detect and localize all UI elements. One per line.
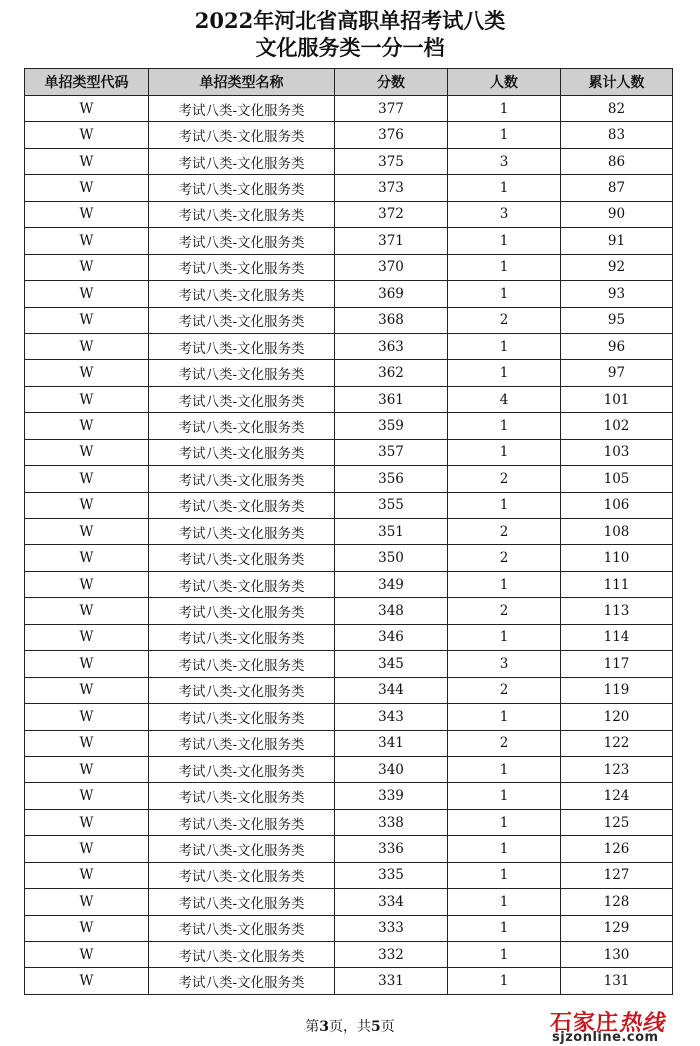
- cell-score: 357: [335, 439, 448, 465]
- cell-cumulative: 105: [561, 466, 673, 492]
- cell-count: 1: [448, 968, 561, 994]
- cell-score: 375: [335, 148, 448, 174]
- cell-cumulative: 111: [561, 571, 673, 597]
- cell-cumulative: 125: [561, 809, 673, 835]
- site-watermark-logo: [550, 1006, 695, 1044]
- table-row: [25, 492, 673, 518]
- cell-name: 考试八类-文化服务类: [149, 307, 335, 333]
- cell-count: 1: [448, 281, 561, 307]
- table-row: [25, 545, 673, 571]
- cell-code: W: [25, 413, 149, 439]
- cell-name: 考试八类-文化服务类: [149, 783, 335, 809]
- cell-count: 2: [448, 466, 561, 492]
- cell-score: 348: [335, 598, 448, 624]
- table-row: [25, 413, 673, 439]
- cell-code: W: [25, 175, 149, 201]
- cell-name: 考试八类-文化服务类: [149, 942, 335, 968]
- cell-name: 考试八类-文化服务类: [149, 862, 335, 888]
- cell-code: W: [25, 836, 149, 862]
- table-row: [25, 915, 673, 941]
- watermark-site: sjzonline.com: [552, 1030, 659, 1045]
- cell-score: 377: [335, 96, 448, 122]
- cell-count: 4: [448, 386, 561, 412]
- cell-code: W: [25, 254, 149, 280]
- cell-count: 1: [448, 96, 561, 122]
- table-header-row: [25, 69, 673, 96]
- cell-code: W: [25, 783, 149, 809]
- cell-name: 考试八类-文化服务类: [149, 492, 335, 518]
- cell-name: 考试八类-文化服务类: [149, 466, 335, 492]
- cell-count: 1: [448, 862, 561, 888]
- table-row: [25, 942, 673, 968]
- cell-code: W: [25, 386, 149, 412]
- cell-cumulative: 102: [561, 413, 673, 439]
- table-row: [25, 598, 673, 624]
- cell-score: 362: [335, 360, 448, 386]
- cell-name: 考试八类-文化服务类: [149, 545, 335, 571]
- table-row: [25, 651, 673, 677]
- cell-count: 1: [448, 228, 561, 254]
- cell-count: 1: [448, 915, 561, 941]
- cell-cumulative: 83: [561, 122, 673, 148]
- cell-name: 考试八类-文化服务类: [149, 624, 335, 650]
- cell-count: 1: [448, 360, 561, 386]
- cell-count: 1: [448, 783, 561, 809]
- cell-cumulative: 123: [561, 756, 673, 782]
- cell-code: W: [25, 756, 149, 782]
- cell-count: 3: [448, 201, 561, 227]
- table-row: [25, 730, 673, 756]
- table-row: [25, 175, 673, 201]
- cell-cumulative: 86: [561, 148, 673, 174]
- cell-name: 考试八类-文化服务类: [149, 915, 335, 941]
- cell-code: W: [25, 492, 149, 518]
- cell-code: W: [25, 439, 149, 465]
- cell-count: 1: [448, 624, 561, 650]
- cell-cumulative: 101: [561, 386, 673, 412]
- cell-code: W: [25, 571, 149, 597]
- cell-cumulative: 128: [561, 889, 673, 915]
- cell-cumulative: 93: [561, 281, 673, 307]
- col-header-count: 人数: [448, 69, 561, 96]
- cell-name: 考试八类-文化服务类: [149, 730, 335, 756]
- cell-score: 345: [335, 651, 448, 677]
- cell-score: 331: [335, 968, 448, 994]
- cell-cumulative: 126: [561, 836, 673, 862]
- cell-code: W: [25, 148, 149, 174]
- footer-suffix: 页: [380, 1019, 395, 1035]
- cell-code: W: [25, 122, 149, 148]
- cell-cumulative: 95: [561, 307, 673, 333]
- cell-score: 335: [335, 862, 448, 888]
- cell-score: 351: [335, 519, 448, 545]
- table-row: [25, 96, 673, 122]
- cell-name: 考试八类-文化服务类: [149, 704, 335, 730]
- cell-code: W: [25, 96, 149, 122]
- cell-cumulative: 92: [561, 254, 673, 280]
- cell-score: 368: [335, 307, 448, 333]
- cell-code: W: [25, 942, 149, 968]
- cell-score: 363: [335, 333, 448, 359]
- cell-name: 考试八类-文化服务类: [149, 968, 335, 994]
- cell-name: 考试八类-文化服务类: [149, 333, 335, 359]
- table-row: [25, 862, 673, 888]
- cell-count: 2: [448, 598, 561, 624]
- cell-code: W: [25, 466, 149, 492]
- cell-cumulative: 110: [561, 545, 673, 571]
- cell-score: 338: [335, 809, 448, 835]
- cell-cumulative: 113: [561, 598, 673, 624]
- cell-score: 343: [335, 704, 448, 730]
- table-row: [25, 519, 673, 545]
- cell-code: W: [25, 519, 149, 545]
- table-row: [25, 466, 673, 492]
- cell-code: W: [25, 307, 149, 333]
- page-title: 2022年河北省高职单招考试八类: [194, 8, 506, 33]
- cell-name: 考试八类-文化服务类: [149, 228, 335, 254]
- cell-count: 2: [448, 307, 561, 333]
- cell-score: 369: [335, 281, 448, 307]
- table-row: [25, 836, 673, 862]
- table-row: [25, 386, 673, 412]
- cell-name: 考试八类-文化服务类: [149, 148, 335, 174]
- cell-code: W: [25, 730, 149, 756]
- cell-name: 考试八类-文化服务类: [149, 571, 335, 597]
- cell-name: 考试八类-文化服务类: [149, 281, 335, 307]
- cell-count: 1: [448, 836, 561, 862]
- cell-score: 355: [335, 492, 448, 518]
- cell-cumulative: 106: [561, 492, 673, 518]
- cell-name: 考试八类-文化服务类: [149, 439, 335, 465]
- cell-cumulative: 114: [561, 624, 673, 650]
- table-row: [25, 809, 673, 835]
- cell-score: 339: [335, 783, 448, 809]
- cell-count: 2: [448, 519, 561, 545]
- cell-count: 1: [448, 122, 561, 148]
- footer-page-number: 3: [319, 1019, 329, 1035]
- cell-cumulative: 130: [561, 942, 673, 968]
- cell-code: W: [25, 624, 149, 650]
- cell-score: 344: [335, 677, 448, 703]
- cell-cumulative: 127: [561, 862, 673, 888]
- cell-code: W: [25, 545, 149, 571]
- table-row: [25, 122, 673, 148]
- cell-cumulative: 117: [561, 651, 673, 677]
- cell-score: 371: [335, 228, 448, 254]
- table-row: [25, 783, 673, 809]
- cell-cumulative: 131: [561, 968, 673, 994]
- cell-score: 341: [335, 730, 448, 756]
- cell-score: 361: [335, 386, 448, 412]
- cell-count: 1: [448, 492, 561, 518]
- table-row: [25, 439, 673, 465]
- col-header-score: 分数: [335, 69, 448, 96]
- col-header-cumulative: 累计人数: [561, 69, 673, 96]
- cell-score: 334: [335, 889, 448, 915]
- cell-name: 考试八类-文化服务类: [149, 677, 335, 703]
- cell-count: 1: [448, 889, 561, 915]
- table-row: [25, 968, 673, 994]
- cell-count: 2: [448, 677, 561, 703]
- cell-code: W: [25, 968, 149, 994]
- table-row: [25, 571, 673, 597]
- cell-name: 考试八类-文化服务类: [149, 889, 335, 915]
- cell-count: 1: [448, 756, 561, 782]
- cell-code: W: [25, 333, 149, 359]
- footer-prefix: 第: [305, 1019, 320, 1035]
- cell-score: 336: [335, 836, 448, 862]
- cell-name: 考试八类-文化服务类: [149, 96, 335, 122]
- col-header-code: 单招类型代码: [25, 69, 149, 96]
- cell-cumulative: 120: [561, 704, 673, 730]
- cell-code: W: [25, 651, 149, 677]
- cell-score: 356: [335, 466, 448, 492]
- table-row: [25, 360, 673, 386]
- table-row: [25, 756, 673, 782]
- cell-name: 考试八类-文化服务类: [149, 756, 335, 782]
- cell-score: 373: [335, 175, 448, 201]
- cell-cumulative: 82: [561, 96, 673, 122]
- table-body: [25, 96, 673, 995]
- cell-code: W: [25, 201, 149, 227]
- table-row: [25, 333, 673, 359]
- cell-code: W: [25, 915, 149, 941]
- table-row: [25, 254, 673, 280]
- cell-code: W: [25, 862, 149, 888]
- cell-code: W: [25, 360, 149, 386]
- cell-cumulative: 91: [561, 228, 673, 254]
- footer-total-pages: 5: [371, 1019, 381, 1035]
- cell-cumulative: 124: [561, 783, 673, 809]
- table-row: [25, 201, 673, 227]
- cell-cumulative: 129: [561, 915, 673, 941]
- cell-name: 考试八类-文化服务类: [149, 360, 335, 386]
- cell-count: 1: [448, 254, 561, 280]
- cell-cumulative: 96: [561, 333, 673, 359]
- cell-count: 1: [448, 942, 561, 968]
- score-table: [24, 68, 673, 995]
- cell-cumulative: 108: [561, 519, 673, 545]
- cell-code: W: [25, 809, 149, 835]
- cell-name: 考试八类-文化服务类: [149, 836, 335, 862]
- cell-score: 333: [335, 915, 448, 941]
- table-row: [25, 624, 673, 650]
- col-header-name: 单招类型名称: [149, 69, 335, 96]
- cell-cumulative: 90: [561, 201, 673, 227]
- watermark-brand-main: 石家庄: [550, 1011, 620, 1036]
- cell-code: W: [25, 598, 149, 624]
- cell-name: 考试八类-文化服务类: [149, 809, 335, 835]
- cell-name: 考试八类-文化服务类: [149, 519, 335, 545]
- cell-count: 1: [448, 333, 561, 359]
- cell-count: 3: [448, 148, 561, 174]
- cell-count: 1: [448, 413, 561, 439]
- cell-score: 372: [335, 201, 448, 227]
- cell-name: 考试八类-文化服务类: [149, 122, 335, 148]
- page-subtitle: 文化服务类一分一档: [255, 35, 445, 60]
- cell-count: 1: [448, 439, 561, 465]
- cell-name: 考试八类-文化服务类: [149, 413, 335, 439]
- cell-score: 376: [335, 122, 448, 148]
- cell-cumulative: 119: [561, 677, 673, 703]
- cell-score: 340: [335, 756, 448, 782]
- cell-score: 359: [335, 413, 448, 439]
- cell-score: 350: [335, 545, 448, 571]
- table-row: [25, 704, 673, 730]
- cell-score: 332: [335, 942, 448, 968]
- cell-cumulative: 122: [561, 730, 673, 756]
- table-row: [25, 281, 673, 307]
- table-row: [25, 677, 673, 703]
- cell-score: 349: [335, 571, 448, 597]
- cell-count: 1: [448, 571, 561, 597]
- cell-code: W: [25, 281, 149, 307]
- cell-count: 1: [448, 704, 561, 730]
- table-row: [25, 148, 673, 174]
- cell-count: 2: [448, 545, 561, 571]
- cell-name: 考试八类-文化服务类: [149, 175, 335, 201]
- cell-code: W: [25, 228, 149, 254]
- cell-name: 考试八类-文化服务类: [149, 651, 335, 677]
- cell-name: 考试八类-文化服务类: [149, 254, 335, 280]
- cell-name: 考试八类-文化服务类: [149, 598, 335, 624]
- cell-code: W: [25, 677, 149, 703]
- table-row: [25, 307, 673, 333]
- cell-count: 3: [448, 651, 561, 677]
- cell-score: 370: [335, 254, 448, 280]
- cell-code: W: [25, 889, 149, 915]
- cell-code: W: [25, 704, 149, 730]
- cell-cumulative: 87: [561, 175, 673, 201]
- cell-cumulative: 97: [561, 360, 673, 386]
- cell-name: 考试八类-文化服务类: [149, 201, 335, 227]
- footer-middle: 页，共: [329, 1019, 371, 1035]
- cell-name: 考试八类-文化服务类: [149, 386, 335, 412]
- cell-count: 2: [448, 730, 561, 756]
- cell-count: 1: [448, 175, 561, 201]
- table-row: [25, 228, 673, 254]
- cell-cumulative: 103: [561, 439, 673, 465]
- cell-count: 1: [448, 809, 561, 835]
- table-row: [25, 889, 673, 915]
- cell-score: 346: [335, 624, 448, 650]
- watermark-brand-hot: 热线: [619, 1011, 666, 1036]
